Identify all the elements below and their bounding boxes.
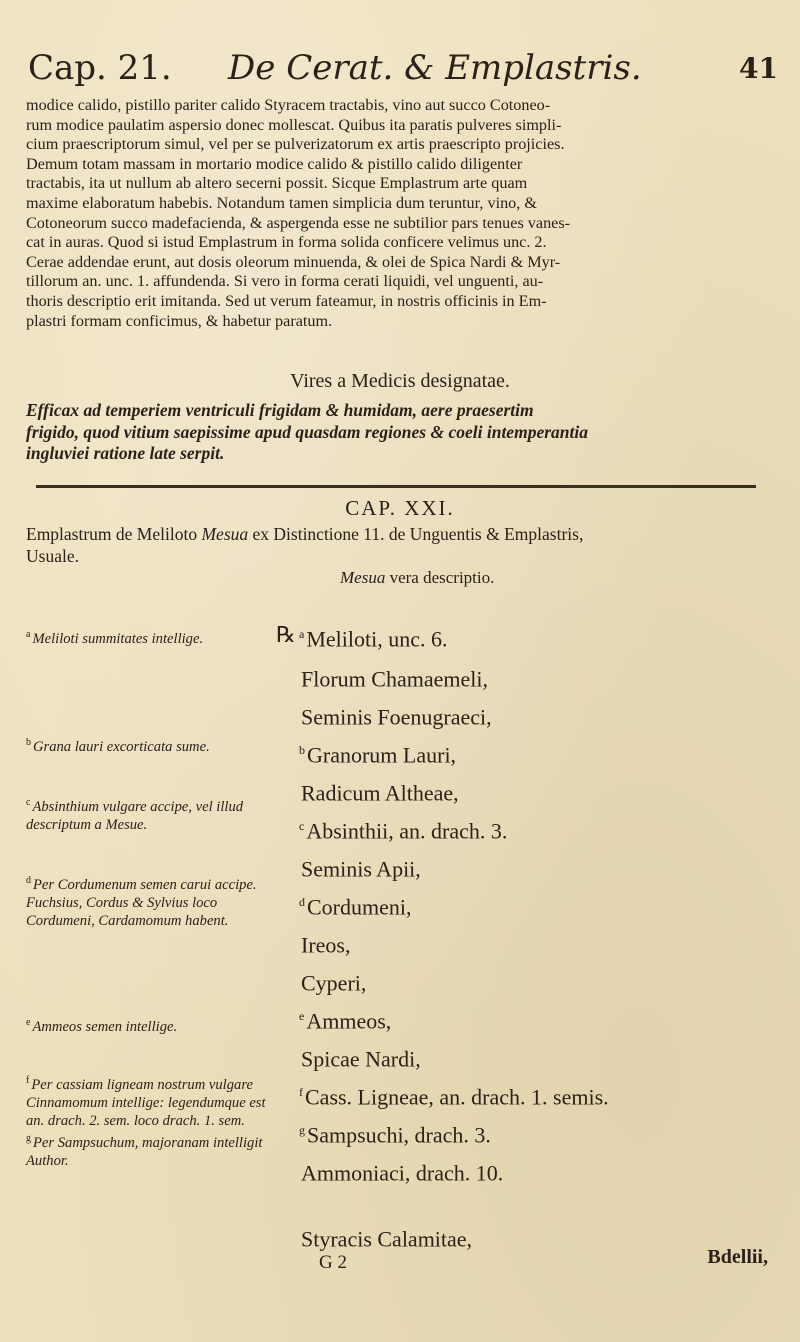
text-line: frigido, quod vitium saepissime apud quasdam regiones & coeli intemperantia [26, 421, 588, 442]
ingredient-line [299, 852, 421, 881]
ingredient-line [299, 1222, 472, 1251]
margin-note [26, 1014, 276, 1036]
ingredient-mark: c [299, 819, 305, 833]
text-line: cium praescriptorum simul, vel per se pulverizatorum ex artis praescripto projicies. [26, 135, 565, 154]
note-text: Per Sampsuchum, majoranam intelligit Author. [26, 1134, 263, 1169]
ingredient-text: Sampsuchi, drach. 3. [307, 1122, 491, 1148]
text-line: tractabis, ita ut nullum ab altero secerni possit. Sicque Emplastrum arte quam [26, 174, 528, 193]
ingredient-text: Ammeos, [306, 1008, 392, 1034]
margin-note [26, 626, 276, 648]
ingredient-mark: g [299, 1123, 305, 1137]
ingredient-text: Seminis Apii, [301, 856, 421, 882]
ingredient-line [299, 622, 447, 651]
virtues-paragraph [26, 400, 771, 465]
ingredient-line [299, 1042, 421, 1071]
ingredient-line [299, 776, 459, 805]
recipe-symbol: ℞ [276, 622, 296, 647]
text-line: plastri formam conficimus, & habetur paratum. [26, 311, 333, 330]
text-line: Cotoneorum succo madefacienda, & aspergenda esse ne subtilior pars tenues vanes- [26, 213, 571, 232]
note-text: Per Cordumenum semen carui accipe. Fuchsius, Cordus & Sylvius loco Cordumeni, Cardamomum habent. [26, 876, 257, 929]
ingredient-line [299, 1004, 391, 1033]
ingredient-mark: f [299, 1085, 303, 1099]
intro-text: Usuale. [26, 546, 79, 566]
note-text: Ammeos semen intellige. [32, 1018, 178, 1035]
running-header [28, 48, 778, 88]
section-heading: Vires a Medicis designatae. [290, 370, 510, 392]
ingredient-line [299, 966, 366, 995]
note-text: Meliloti summitates intellige. [32, 630, 204, 647]
ingredient-line [299, 662, 488, 691]
ingredient-text: Seminis Foenugraeci, [301, 704, 492, 730]
ingredient-mark: b [299, 743, 305, 757]
text-line: Efficax ad temperiem ventriculi frigidam & humidam, aere praesertim [26, 400, 534, 420]
text-line: Demum totam massam in mortario modice calido & pistillo calido diligenter [26, 154, 523, 173]
margin-note [26, 872, 276, 930]
text-line: modice calido, pistillo pariter calido Styracem tractabis, vino aut succo Cotoneo- [26, 96, 551, 114]
catchword: Bdellii, [707, 1246, 768, 1268]
recipe-subtitle [340, 568, 494, 588]
note-text: Per cassiam ligneam nostrum vulgare Cinnamomum intellige: legendumque est an. drach. 2. sem. loco drach. 1. sem. [26, 1076, 266, 1129]
ingredient-line [299, 890, 412, 919]
divider-rule [36, 485, 756, 488]
note-mark: c [26, 797, 31, 808]
note-text: Grana lauri excorticata sume. [33, 738, 210, 755]
ingredient-text: Granorum Lauri, [307, 742, 457, 768]
intro-text: ex Distinctione 11. de Unguentis & Emplastris, [248, 524, 584, 544]
note-mark: a [26, 629, 31, 640]
margin-note [26, 794, 276, 834]
ingredient-text: Ammoniaci, drach. 10. [301, 1160, 504, 1186]
author-name: Mesua [340, 568, 386, 587]
page-number: 41 [739, 52, 778, 85]
ingredient-text: Spicae Nardi, [301, 1046, 421, 1072]
note-mark: f [26, 1075, 30, 1086]
margin-note [26, 1072, 276, 1170]
ingredient-line [299, 1156, 503, 1185]
intro-text: Emplastrum de Meliloto [26, 524, 202, 544]
ingredient-text: Cyperi, [301, 970, 367, 996]
ingredient-text: Cass. Ligneae, an. drach. 1. semis. [305, 1084, 609, 1110]
ingredient-text: Absinthii, an. drach. 3. [306, 818, 508, 844]
note-text: Absinthium vulgare accipe, vel illud descriptum a Mesue. [26, 798, 244, 833]
intro-author: Mesua [201, 524, 249, 544]
note-mark: d [26, 875, 31, 886]
subtitle-text: vera descriptio. [385, 568, 495, 587]
text-line: Cerae addendae erunt, aut dosis oleorum minuenda, & olei de Spica Nardi & Myr- [26, 252, 561, 271]
text-line: cat in auras. Quod si istud Emplastrum in forma solida conficere velimus unc. 2. [26, 233, 547, 252]
ingredient-line [299, 1118, 491, 1147]
ingredient-mark: e [299, 1009, 305, 1023]
ingredient-mark: d [299, 895, 305, 909]
ingredient-line [299, 738, 456, 767]
running-title: De Cerat. & Emplastris. [228, 48, 642, 88]
chapter-heading: CAP. XXI. [345, 496, 455, 520]
ingredient-line [299, 700, 492, 729]
margin-note [26, 734, 276, 756]
ingredient-mark: a [299, 627, 305, 641]
note-mark: e [26, 1017, 31, 1028]
ingredient-text: Cordumeni, [307, 894, 412, 920]
note-mark: b [26, 737, 31, 748]
text-line: thoris descriptio erit imitanda. Sed ut verum fateamur, in nostris officinis in Em- [26, 291, 547, 310]
ingredient-text: Ireos, [301, 932, 351, 958]
body-paragraph [26, 96, 771, 331]
ingredient-line [299, 814, 507, 843]
ingredient-text: Florum Chamaemeli, [301, 666, 488, 692]
note-mark: g [26, 1132, 31, 1144]
text-line: tillorum an. unc. 1. affundenda. Si vero in forma cerati liquidi, vel unguenti, au- [26, 272, 544, 291]
text-line: rum modice paulatim aspersio donec mollescat. Quibus ita paratis pulveres simpli- [26, 115, 562, 134]
recipe-intro [26, 523, 771, 567]
text-line: ingluviei ratione late serpit. [26, 443, 225, 463]
signature-mark: G 2 [319, 1252, 347, 1273]
text-line: maxime elaboratum habebis. Notandum tamen simplicia dum teruntur, vino, & [26, 193, 537, 212]
ingredient-text: Styracis Calamitae, [301, 1226, 473, 1252]
ingredient-text: Radicum Altheae, [301, 780, 459, 806]
chapter-label: Cap. 21. [28, 48, 172, 88]
ingredient-line [299, 928, 350, 957]
ingredient-text: Meliloti, unc. 6. [306, 626, 448, 652]
ingredient-line [299, 1080, 609, 1109]
